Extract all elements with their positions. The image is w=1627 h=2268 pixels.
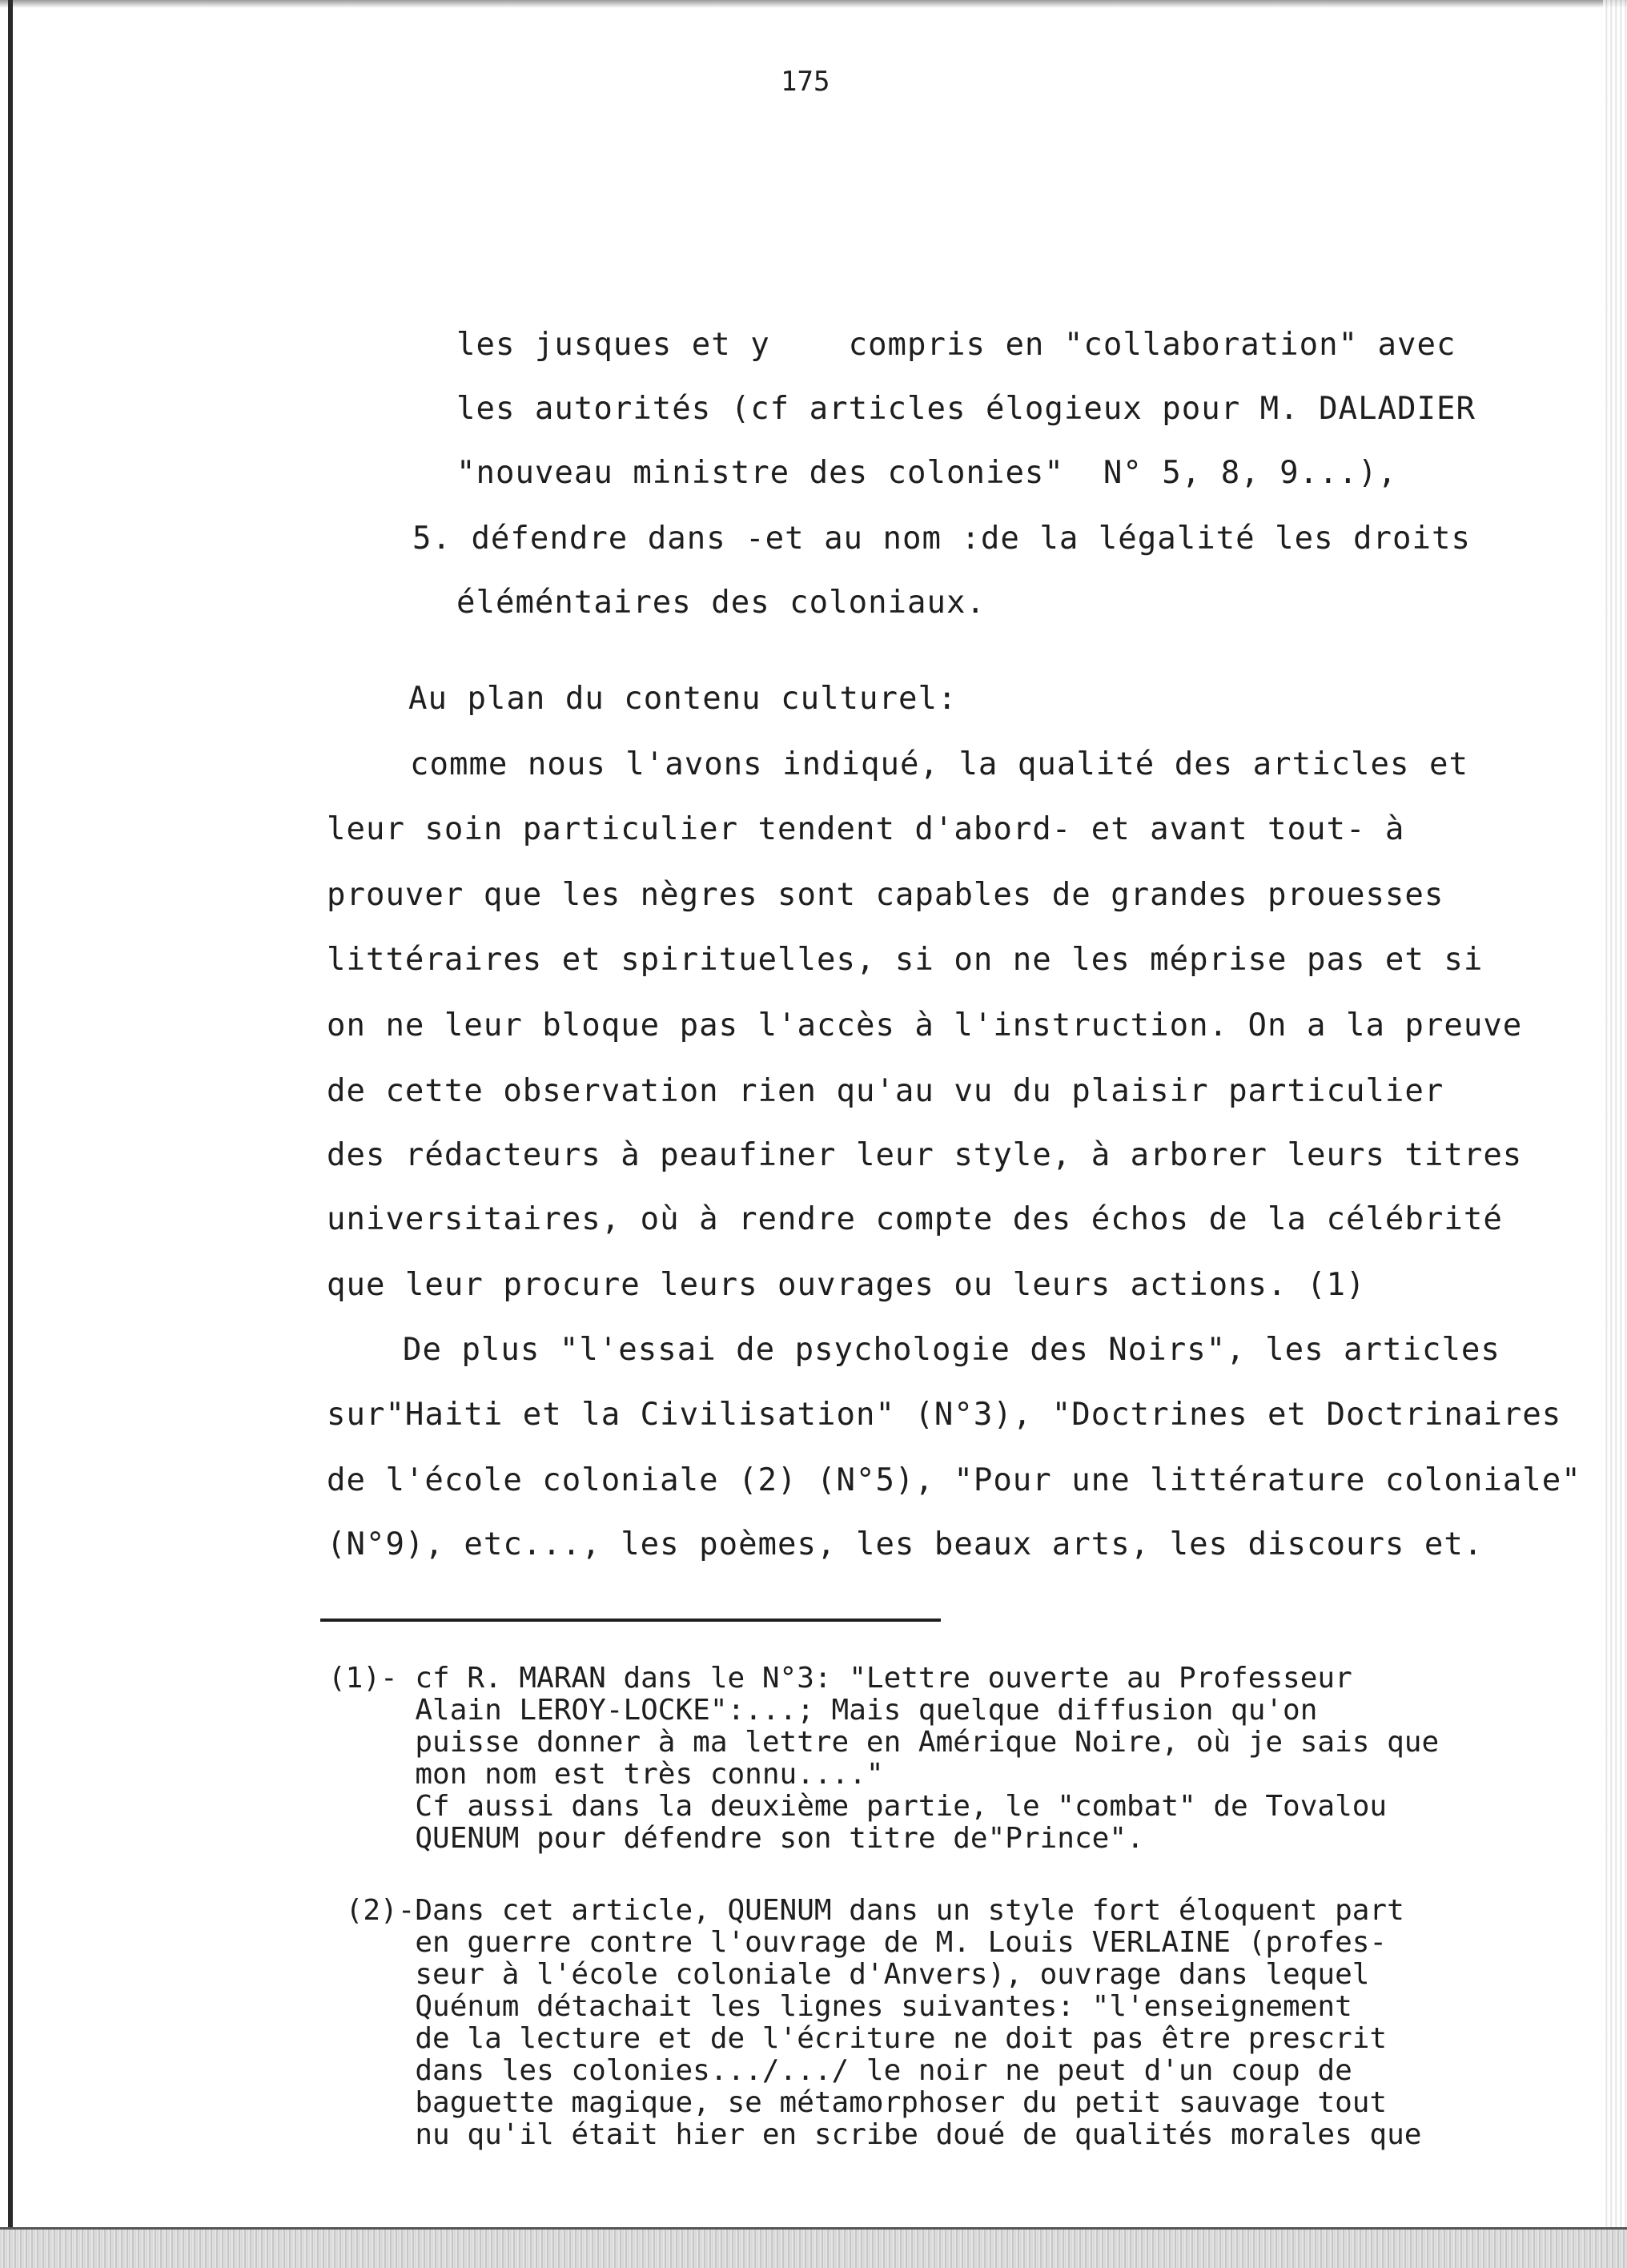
paragraph-line: on ne leur bloque pas l'accès à l'instruction. On a la preuve [327,1007,1523,1044]
paragraph-line: universitaires, où à rendre compte des échos de la célébrité [327,1201,1503,1237]
footnote-line: mon nom est très connu...." [328,1758,884,1791]
page-number: 175 [781,66,830,98]
footnote-separator [320,1619,941,1622]
paragraph-line: de cette observation rien qu'au vu du plaisir particulier [327,1073,1444,1109]
paragraph-line: sur"Haiti et la Civilisation" (N°3), "Doctrines et Doctrinaires [327,1397,1562,1433]
footnote-line: seur à l'école coloniale d'Anvers), ouvrage dans lequel [328,1958,1370,1991]
scan-right-edge [1603,0,1627,2268]
paragraph-line: que leur procure leurs ouvrages ou leurs actions. (1) [327,1267,1366,1303]
footnote-line: Quénum détachait les lignes suivantes: "l'enseignement [328,1990,1352,2023]
paragraph-line: comme nous l'avons indiqué, la qualité des articles et [410,746,1468,782]
footnote-line: en guerre contre l'ouvrage de M. Louis VERLAINE (profes- [328,1926,1388,1959]
footnote-line: puisse donner à ma lettre en Amérique Noire, où je sais que [328,1726,1440,1759]
list-line: les jusques et y compris en "collaboration" avec [456,327,1456,363]
list-item-5: 5. défendre dans -et au nom :de la légalité les droits [412,521,1471,557]
scan-top-edge [0,0,1627,8]
section-heading: Au plan du contenu culturel: [408,681,958,717]
footnote-line: nu qu'il était hier en scribe doué de qualités morales que [328,2118,1422,2151]
footnote-line: QUENUM pour défendre son titre de"Prince". [328,1822,1144,1855]
paragraph-line: littéraires et spirituelles, si on ne les méprise pas et si [327,942,1484,978]
paragraph-line: leur soin particulier tendent d'abord- et avant tout- à [327,811,1405,847]
scan-left-edge [8,0,13,2268]
paragraph-line: prouver que les nègres sont capables de grandes prouesses [327,877,1444,913]
footnote-line: (1)- cf R. MARAN dans le N°3: "Lettre ouverte au Professeur [328,1662,1352,1695]
scan-bottom-strip [0,2227,1627,2268]
paragraph-line: de l'école coloniale (2) (N°5), "Pour une littérature coloniale" [327,1462,1581,1498]
footnote-line: Alain LEROY-LOCKE":...; Mais quelque diffusion qu'on [328,1694,1318,1727]
paragraph-line: De plus "l'essai de psychologie des Noirs", les articles [403,1332,1500,1368]
footnote-line: de la lecture et de l'écriture ne doit pas être prescrit [328,2022,1388,2055]
paragraph-line: des rédacteurs à peaufiner leur style, à arborer leurs titres [327,1137,1523,1173]
footnote-line: (2)-Dans cet article, QUENUM dans un style fort éloquent part [328,1894,1404,1927]
paragraph-line: (N°9), etc..., les poèmes, les beaux arts, les discours et. [327,1526,1484,1562]
footnote-line: dans les colonies.../.../ le noir ne peut d'un coup de [328,2054,1352,2087]
list-line: "nouveau ministre des colonies" N° 5, 8, 9...), [456,455,1398,491]
footnote-line: baguette magique, se métamorphoser du petit sauvage tout [328,2086,1388,2119]
list-line: les autorités (cf articles élogieux pour M. DALADIER [456,391,1476,427]
list-line: éléméntaires des coloniaux. [456,585,986,621]
footnote-line: Cf aussi dans la deuxième partie, le "combat" de Tovalou [328,1790,1388,1823]
